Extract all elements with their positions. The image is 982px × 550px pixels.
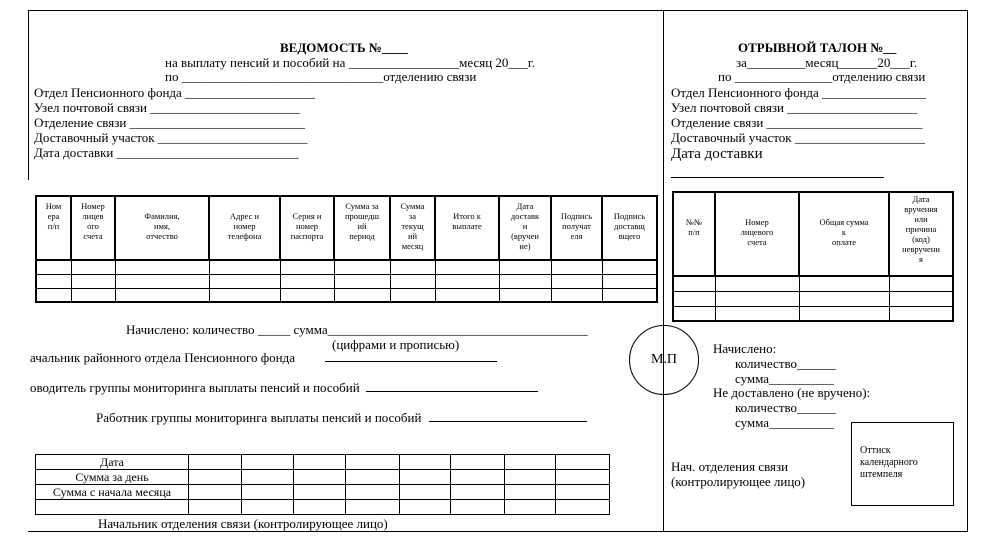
coupon-col-delivery: Дата вручения или причина (код) невручени я: [889, 192, 953, 276]
coupon-nd-sum: сумма__________: [735, 415, 835, 430]
signature-pension-chief-label: ачальник районного отдела Пенсионного фонда: [30, 350, 295, 365]
footer-post-chief: Начальник отделения связи (контролирующее лицо): [98, 516, 388, 531]
coupon-field-delivery-area: Доставочный участок ____________________: [671, 130, 925, 145]
col-account: Номер лицев ого счета: [71, 196, 115, 260]
col-recipient-sign: Подпись получат еля: [551, 196, 602, 260]
accrued-line: Начислено: количество _____ сумма________________________________________: [126, 322, 588, 337]
frame-divider: [663, 10, 664, 532]
coupon-accrued-sum: сумма__________: [735, 371, 835, 386]
table-row: [36, 260, 657, 274]
row-label-date: Дата: [36, 455, 189, 470]
seal-circle: [629, 325, 699, 395]
table-row: [36, 288, 657, 302]
col-total: Итого к выплате: [435, 196, 499, 260]
coupon-line-2: по _______________отделению связи: [718, 69, 926, 84]
field-pension-fund: Отдел Пенсионного фонда ____________________: [34, 85, 316, 100]
field-delivery-area: Доставочный участок _______________________: [34, 130, 308, 145]
table-row: [673, 291, 953, 306]
table-row: [36, 455, 610, 470]
coupon-accrued-qty: количество______: [735, 356, 837, 371]
col-name: Фамилия, имя, отчество: [115, 196, 209, 260]
coupon-table: [672, 191, 954, 322]
coupon-field-post-office: Отделение связи ________________________: [671, 115, 923, 130]
signature-monitoring-worker: [96, 410, 587, 426]
table-row: [36, 500, 610, 515]
coupon-title: ОТРЫВНОЙ ТАЛОН №__: [738, 40, 897, 55]
col-deliverer-sign: Подпись доставщ вщего: [602, 196, 657, 260]
coupon-field-postal-node: Узел почтовой связи ____________________: [671, 100, 918, 115]
coupon-field-pension-fund: Отдел Пенсионного фонда ________________: [671, 85, 927, 100]
coupon-col-number: №№ п/п: [673, 192, 715, 276]
statement-line-2: по _______________________________отделению связи: [165, 69, 477, 84]
coupon-delivery-date: Дата доставки: [671, 146, 763, 162]
signature-monitoring-head: [30, 380, 538, 396]
signature-monitoring-worker-label: Работник группы мониторинга выплаты пенсий и пособий: [96, 410, 422, 425]
table-row: [36, 485, 610, 500]
statement-title: ВЕДОМОСТЬ №____: [280, 40, 408, 55]
frame-left: [28, 10, 29, 180]
coupon-col-total: Общая сумма к оплате: [799, 192, 889, 276]
table-row: [673, 276, 953, 291]
table-row: [36, 274, 657, 288]
frame-right: [967, 10, 968, 532]
field-post-office: Отделение связи ___________________________: [34, 115, 306, 130]
seal-label: М.П: [650, 352, 678, 367]
col-current-sum: Сумма за текущ ий месяц: [390, 196, 435, 260]
coupon-nd-qty: количество______: [735, 400, 837, 415]
coupon-chief-note: (контролирующее лицо): [671, 474, 806, 489]
coupon-accrued-title: Начислено:: [713, 341, 777, 356]
postmark-label: Оттиск календарного штемпеля: [860, 445, 918, 480]
accrued-note: (цифрами и прописью): [332, 337, 460, 352]
row-label-empty: [36, 500, 189, 515]
table-row: [36, 470, 610, 485]
field-delivery-date: Дата доставки ____________________________: [34, 145, 299, 160]
coupon-chief: Нач. отделения связи: [671, 459, 789, 474]
daily-totals-table: [35, 454, 610, 515]
signature-pension-chief: [30, 350, 497, 366]
statement-table: [35, 195, 658, 303]
col-passport: Серия и номер паспорта: [280, 196, 334, 260]
statement-line-1: на выплату пенсий и пособий на _________________месяц 20___г.: [165, 55, 536, 70]
field-postal-node: Узел почтовой связи _______________________: [34, 100, 300, 115]
row-label-month-sum: Сумма с начала месяца: [36, 485, 189, 500]
coupon-col-account: Номер лицевого счета: [715, 192, 799, 276]
coupon-not-delivered: Не доставлено (не вручено):: [713, 385, 871, 400]
table-row: [673, 306, 953, 321]
signature-monitoring-head-label: оводитель группы мониторинга выплаты пенсий и пособий: [30, 380, 360, 395]
col-address: Адрес и номер телефона: [209, 196, 280, 260]
col-delivery-date: Дата доставк и (вручен ие): [499, 196, 551, 260]
postmark-box: [851, 422, 954, 506]
col-past-sum: Сумма за прошедш ий период: [334, 196, 390, 260]
col-number: Ном ера п/п: [36, 196, 71, 260]
coupon-date-underline: [671, 177, 884, 178]
row-label-day-sum: Сумма за день: [36, 470, 189, 485]
coupon-line-1: за_________месяц______20___г.: [736, 55, 918, 70]
frame-top: [28, 10, 968, 11]
